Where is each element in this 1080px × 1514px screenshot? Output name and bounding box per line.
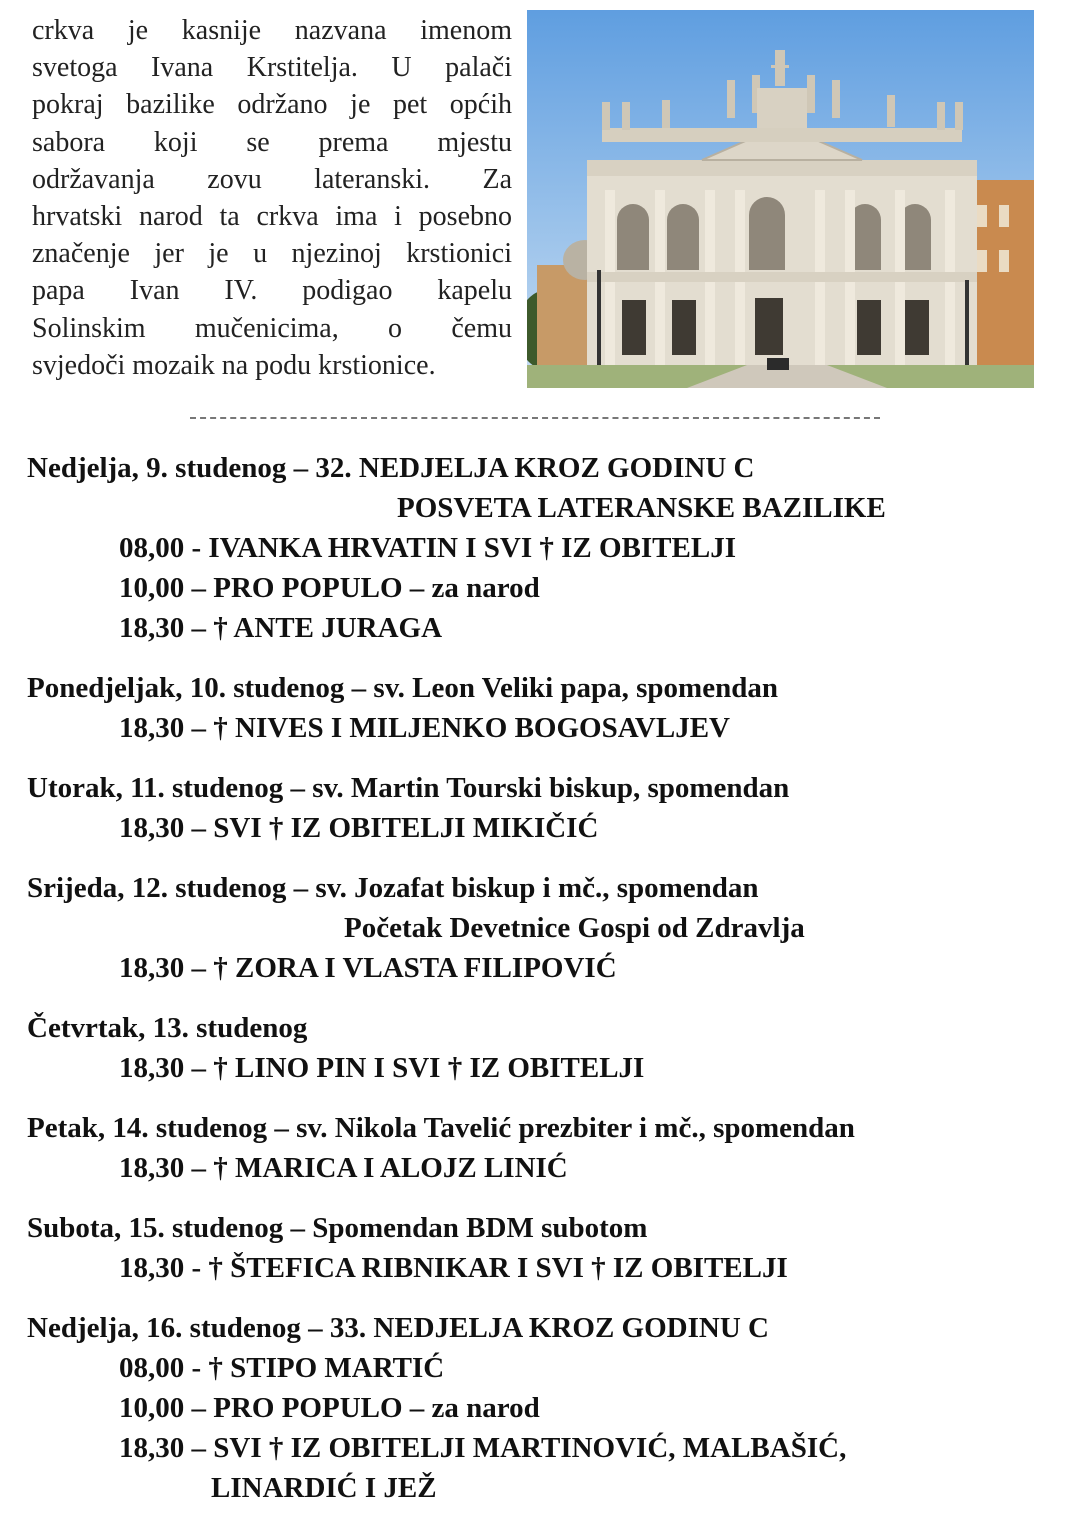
intro-line: svetoga Ivana Krstitelja. U palači <box>32 52 512 84</box>
intro-line: pokraj bazilike održano je pet općih <box>32 89 512 121</box>
mass-entry: 08,00 - IVANKA HRVATIN I SVI † IZ OBITELJI <box>119 532 737 564</box>
mass-entry: 18,30 – † NIVES I MILJENKO BOGOSAVLJEV <box>119 712 730 744</box>
intro-line: hrvatski narod ta crkva ima i posebno <box>32 201 512 233</box>
mass-entry: 10,00 – PRO POPULO – za narod <box>119 572 540 604</box>
day-subheading: POSVETA LATERANSKE BAZILIKE <box>397 492 886 524</box>
mass-entry: 08,00 - † STIPO MARTIĆ <box>119 1352 445 1384</box>
dashed-divider <box>190 417 880 419</box>
day-heading: Utorak, 11. studenog – sv. Martin Tourski biskup, spomendan <box>27 772 790 804</box>
intro-line: papa Ivan IV. podigao kapelu <box>32 275 512 307</box>
intro-line: održavanja zovu lateranski. Za <box>32 163 512 195</box>
intro-line: Solinskim mučenicima, o čemu <box>32 312 512 344</box>
basilica-icon <box>527 10 1034 388</box>
mass-entry: 18,30 – † LINO PIN I SVI † IZ OBITELJI <box>119 1052 645 1084</box>
day-heading: Subota, 15. studenog – Spomendan BDM subotom <box>27 1212 648 1244</box>
basilica-photo <box>527 10 1034 388</box>
mass-entry: 18,30 – † ANTE JURAGA <box>119 612 443 644</box>
day-subheading: Početak Devetnice Gospi od Zdravlja <box>344 912 805 944</box>
day-heading: Četvrtak, 13. studenog <box>27 1012 308 1044</box>
mass-entry: 18,30 – SVI † IZ OBITELJI MIKIČIĆ <box>119 812 599 844</box>
mass-entry: 10,00 – PRO POPULO – za narod <box>119 1392 540 1424</box>
mass-entry: 18,30 – † ZORA I VLASTA FILIPOVIĆ <box>119 952 617 984</box>
day-heading: Ponedjeljak, 10. studenog – sv. Leon Veliki papa, spomendan <box>27 672 778 704</box>
day-heading: Nedjelja, 9. studenog – 32. NEDJELJA KROZ GODINU C <box>27 452 755 484</box>
mass-entry: 18,30 - † ŠTEFICA RIBNIKAR I SVI † IZ OBITELJI <box>119 1252 788 1284</box>
day-heading: Nedjelja, 16. studenog – 33. NEDJELJA KROZ GODINU C <box>27 1312 769 1344</box>
intro-line: značenje jer je u njezinoj krstionici <box>32 238 512 270</box>
mass-entry-continuation: LINARDIĆ I JEŽ <box>211 1472 437 1504</box>
day-heading: Petak, 14. studenog – sv. Nikola Tavelić prezbiter i mč., spomendan <box>27 1112 855 1144</box>
mass-entry: 18,30 – SVI † IZ OBITELJI MARTINOVIĆ, MALBAŠIĆ, <box>119 1432 847 1464</box>
intro-line: crkva je kasnije nazvana imenom <box>32 15 512 46</box>
day-heading: Srijeda, 12. studenog – sv. Jozafat biskup i mč., spomendan <box>27 872 759 904</box>
mass-entry: 18,30 – † MARICA I ALOJZ LINIĆ <box>119 1152 568 1184</box>
intro-line: svjedoči mozaik na podu krstionice. <box>32 349 436 381</box>
intro-line: sabora koji se prema mjestu <box>32 126 512 158</box>
intro-paragraph <box>32 12 512 384</box>
